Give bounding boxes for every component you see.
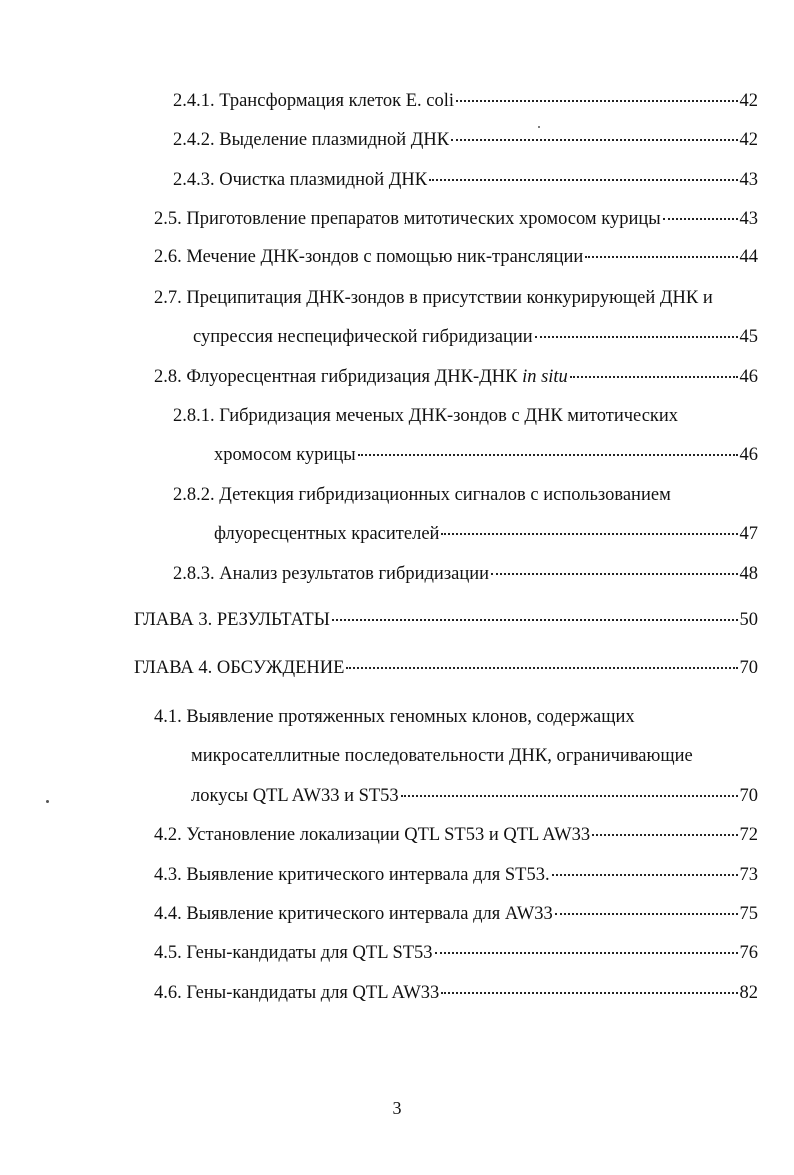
scan-speck	[46, 800, 49, 803]
toc-entry-2-6	[154, 246, 758, 268]
toc-entry-page: 47	[739, 524, 758, 544]
toc-entry-title: хромосом курицы	[214, 445, 356, 465]
toc-entry-title: локусы QTL AW33 и ST53	[191, 786, 399, 806]
toc-entry-2-8-2-line1: 2.8.2. Детекция гибридизационных сигналов с использованием	[173, 485, 671, 505]
toc-entry-title: 2.5. Приготовление препаратов митотических хромосом курицы	[154, 209, 661, 229]
toc-entry-2-4-1	[173, 90, 758, 112]
dot-leader	[570, 376, 738, 378]
toc-entry-2-7-line1: 2.7. Преципитация ДНК-зондов в присутствии конкурирующей ДНК и	[154, 288, 713, 308]
toc-entry-2-8	[154, 366, 758, 388]
toc-entry-title: 2.4.1. Трансформация клеток E. coli	[173, 91, 455, 111]
toc-entry-page: 42	[739, 130, 758, 150]
toc-entry-4-6	[154, 982, 758, 1004]
toc-entry-title: 2.4.2. Выделение плазмидной ДНК	[173, 130, 450, 150]
toc-entry-title: 4.3. Выявление критического интервала для ST53.	[154, 865, 550, 885]
dot-leader	[585, 256, 737, 258]
toc-entry-2-8-2	[214, 523, 758, 545]
dot-leader	[358, 454, 738, 456]
toc-entry-page: 46	[739, 367, 758, 387]
toc-entry-2-4-3	[173, 169, 758, 191]
dot-leader	[346, 667, 737, 669]
toc-entry-2-8-3	[173, 563, 758, 585]
toc-entry-page: 75	[739, 904, 758, 924]
toc-entry-title: 2.8.3. Анализ результатов гибридизации	[173, 564, 490, 584]
toc-entry-title: 4.5. Гены-кандидаты для QTL ST53	[154, 943, 433, 963]
dot-leader	[535, 336, 738, 338]
scan-speck	[538, 126, 540, 128]
toc-entry-4-1-line2: микросателлитные последовательности ДНК, ограничивающие	[191, 746, 693, 766]
toc-entry-title: супрессия неспецифической гибридизации	[193, 327, 533, 347]
toc-entry-page: 44	[739, 247, 758, 267]
dot-leader	[592, 834, 737, 836]
toc-entry-page: 46	[739, 445, 758, 465]
toc-entry-title: 2.4.3. Очистка плазмидной ДНК	[173, 170, 428, 190]
page-number: 3	[392, 1098, 402, 1118]
toc-entry-title	[154, 366, 568, 388]
toc-entry-2-7	[193, 326, 758, 348]
toc-entry-title: 4.2. Установление локализации QTL ST53 и QTL AW33	[154, 825, 591, 845]
toc-entry-page: 42	[739, 91, 758, 111]
toc-entry-4-5	[154, 942, 758, 964]
toc-entry-page: 70	[739, 786, 758, 806]
toc-entry-chapter-3	[134, 609, 758, 631]
toc-entry-title-prefix: 2.8. Флуоресцентная гибридизация ДНК-ДНК	[154, 367, 523, 387]
toc-entry-chapter-4	[134, 657, 758, 679]
toc-entry-page: 70	[739, 658, 758, 678]
toc-entry-page: 72	[739, 825, 758, 845]
toc-entry-page: 48	[739, 564, 758, 584]
toc-entry-4-2	[154, 824, 758, 846]
dot-leader	[555, 913, 738, 915]
toc-entry-title-italic: in situ	[522, 367, 568, 387]
dot-leader	[491, 573, 737, 575]
toc-entry-title: 4.6. Гены-кандидаты для QTL AW33	[154, 983, 440, 1003]
toc-entry-page: 73	[739, 865, 758, 885]
dot-leader	[456, 100, 737, 102]
toc-entry-2-8-1	[214, 444, 758, 466]
toc-entry-title: ГЛАВА 3. РЕЗУЛЬТАТЫ	[134, 610, 330, 630]
toc-entry-4-3	[154, 864, 758, 886]
toc-entry-title: флуоресцентных красителей	[214, 524, 440, 544]
dot-leader	[332, 619, 738, 621]
dot-leader	[435, 952, 738, 954]
dot-leader	[441, 992, 737, 994]
dot-leader	[552, 874, 738, 876]
toc-entry-4-4	[154, 903, 758, 925]
toc-entry-page: 82	[739, 983, 758, 1003]
toc-entry-page: 43	[739, 209, 758, 229]
toc-entry-page: 76	[739, 943, 758, 963]
toc-entry-4-1	[191, 785, 758, 807]
toc-entry-4-1-line1: 4.1. Выявление протяженных геномных клонов, содержащих	[154, 707, 635, 727]
dot-leader	[429, 179, 737, 181]
toc-entry-page: 50	[739, 610, 758, 630]
toc-entry-2-5	[154, 208, 758, 230]
toc-entry-2-8-1-line1: 2.8.1. Гибридизация меченых ДНК-зондов с ДНК митотических	[173, 406, 679, 426]
toc-entry-page: 45	[739, 327, 758, 347]
dot-leader	[663, 218, 738, 220]
toc-entry-2-4-2	[173, 129, 758, 151]
toc-entry-title: 2.6. Мечение ДНК-зондов с помощью ник-трансляции	[154, 247, 584, 267]
toc-entry-title: 4.4. Выявление критического интервала для AW33	[154, 904, 553, 924]
dot-leader	[451, 139, 737, 141]
dot-leader	[441, 533, 737, 535]
toc-entry-page: 43	[739, 170, 758, 190]
toc-entry-title: ГЛАВА 4. ОБСУЖДЕНИЕ	[134, 658, 345, 678]
dot-leader	[401, 795, 738, 797]
